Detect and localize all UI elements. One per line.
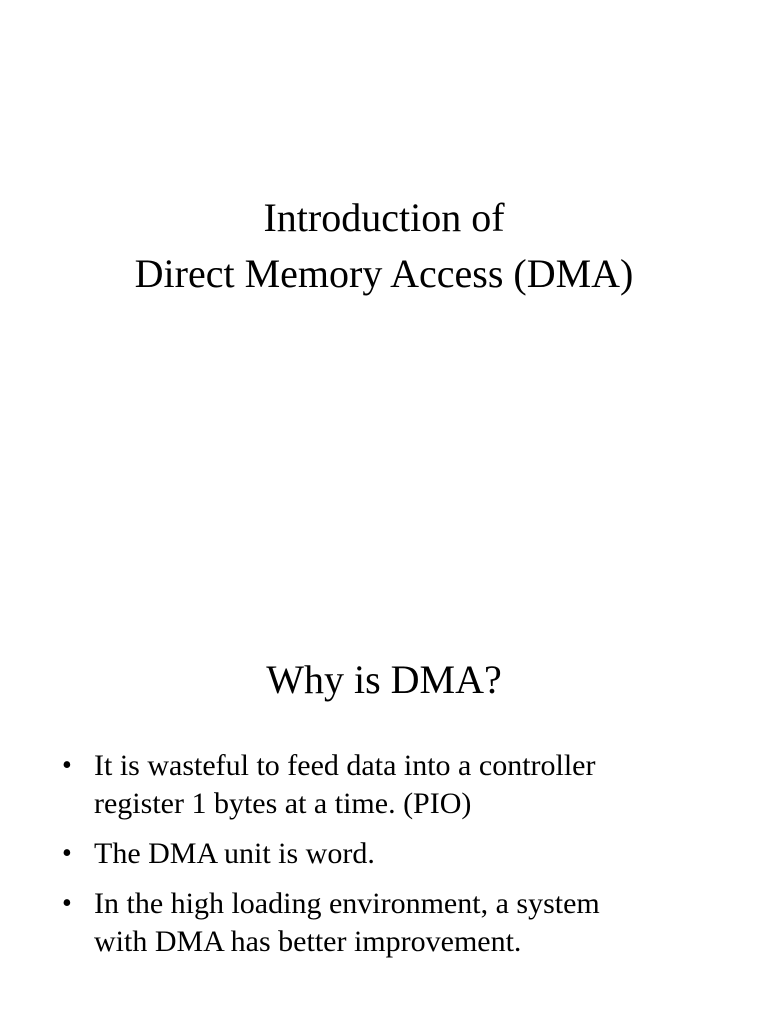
bullet-text-line: with DMA has better improvement. xyxy=(94,925,522,958)
bullet-text-line: register 1 bytes at a time. (PIO) xyxy=(94,787,472,820)
bullet-icon: • xyxy=(62,750,72,781)
title-line-1: Introduction of xyxy=(263,195,505,240)
slide-title: Why is DMA? xyxy=(266,657,502,702)
bullet-icon: • xyxy=(62,838,72,869)
bullet-item xyxy=(62,835,702,873)
bullet-text-line: The DMA unit is word. xyxy=(94,837,375,870)
title-line-2: Direct Memory Access (DMA) xyxy=(134,251,634,296)
bullet-list xyxy=(62,747,702,973)
bullet-icon: • xyxy=(62,888,72,919)
bullet-item xyxy=(62,747,702,823)
slide-why-dma xyxy=(0,512,768,1024)
bullet-text-line: In the high loading environment, a system xyxy=(94,887,600,920)
bullet-item xyxy=(62,885,702,961)
slide-title xyxy=(0,190,768,302)
bullet-text-line: It is wasteful to feed data into a controller xyxy=(94,749,596,782)
